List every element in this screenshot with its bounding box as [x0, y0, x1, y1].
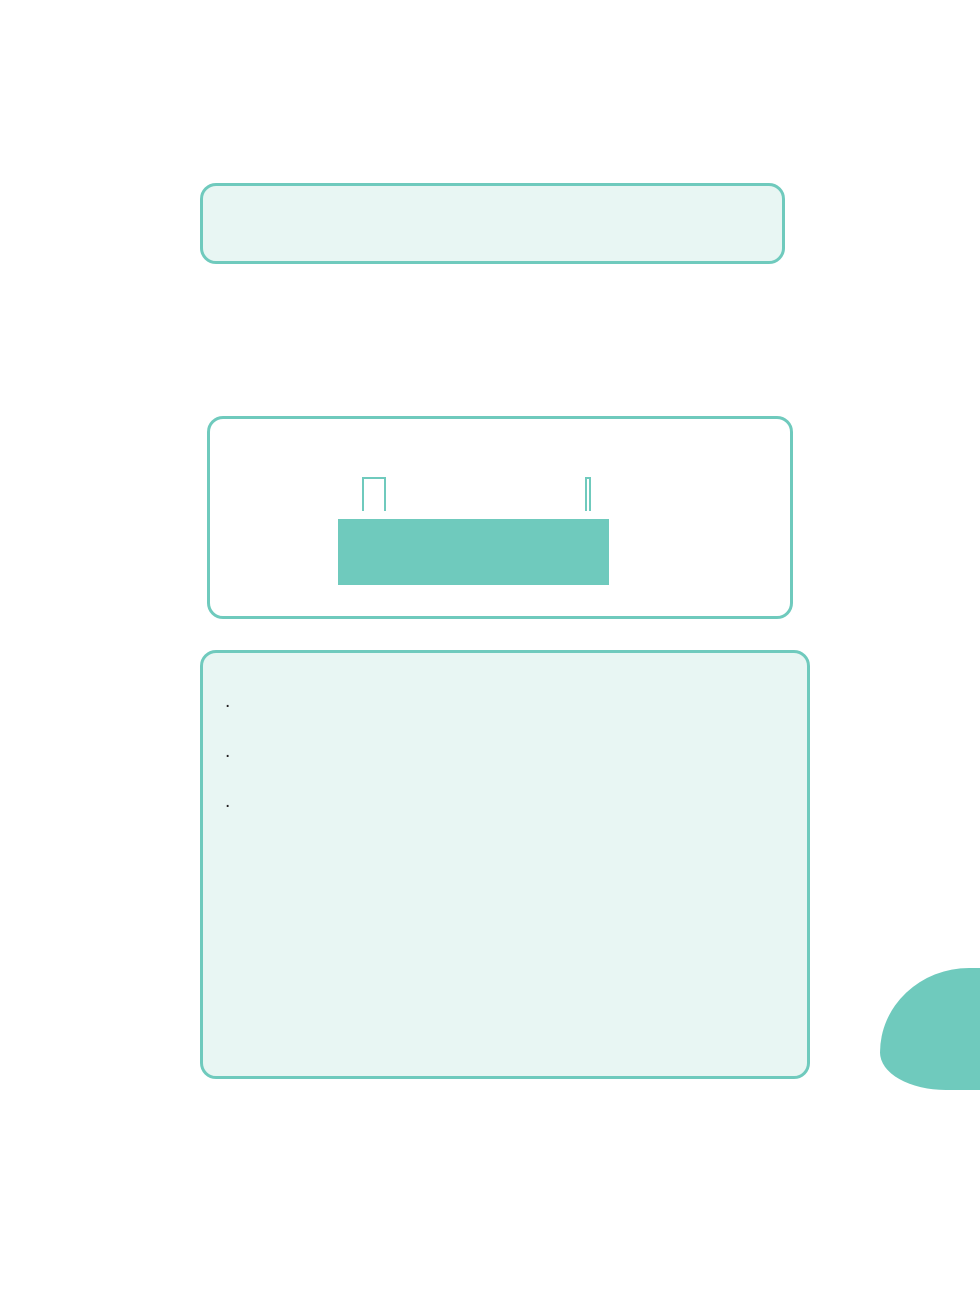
decimetro-definition: . [225, 691, 231, 712]
ruler-illustration [210, 419, 790, 616]
mm-bracket [586, 478, 590, 511]
definition-box [200, 183, 785, 264]
milimetro-definition: . [225, 791, 231, 812]
ruler-body [338, 519, 609, 585]
info-box [200, 650, 810, 1079]
centimetro-definition: . [225, 741, 231, 762]
cm-bracket [363, 478, 385, 511]
page-number-tab [880, 968, 980, 1090]
info-content [225, 689, 795, 839]
ruler-figure-box [207, 416, 793, 619]
